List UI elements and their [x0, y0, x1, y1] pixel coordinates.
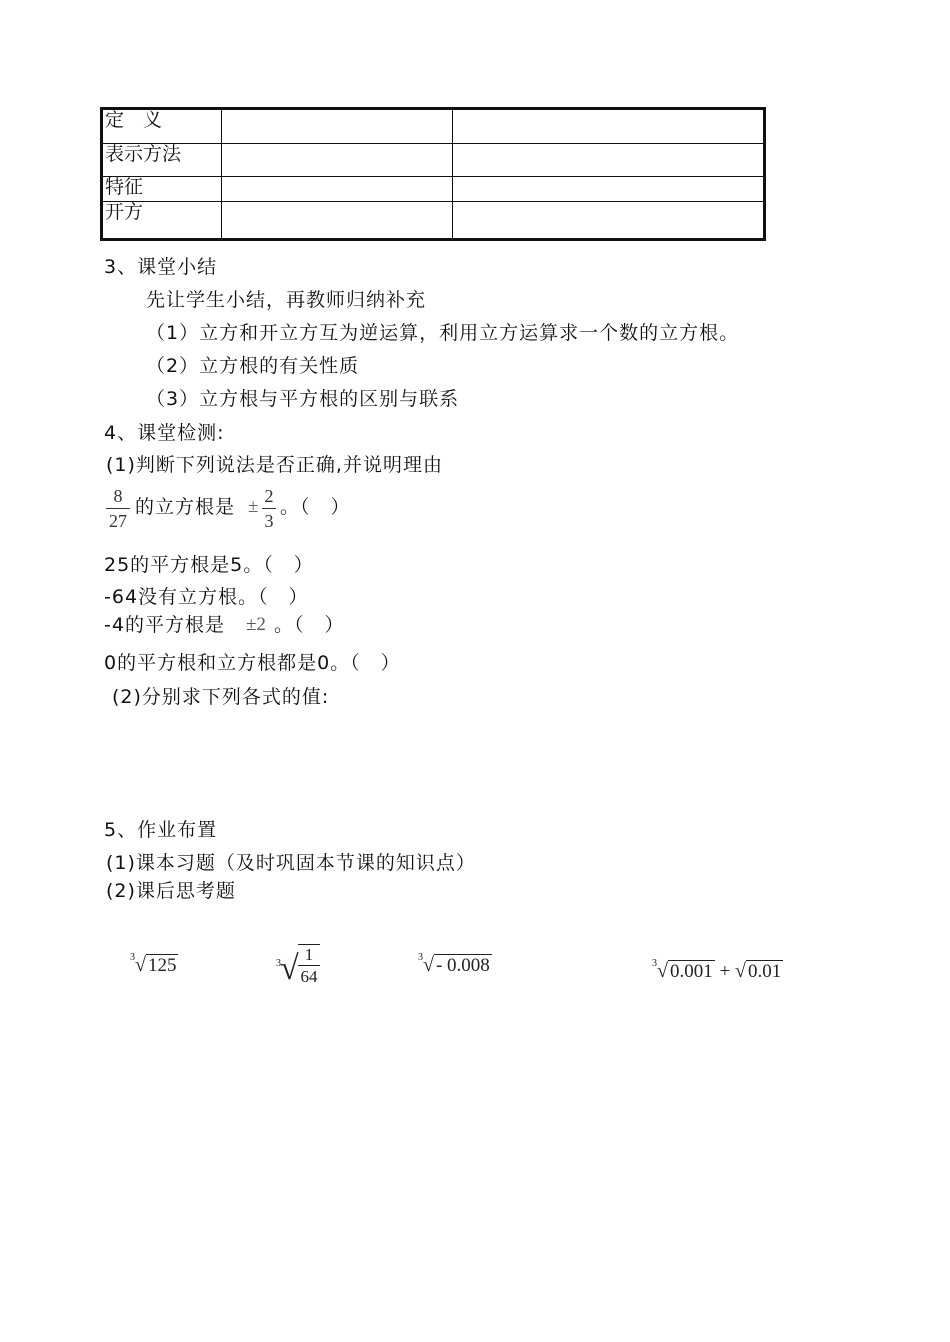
radicand: 0.001: [669, 961, 713, 982]
radicand-fraction: [298, 944, 320, 988]
radicand: 0.01: [747, 961, 782, 982]
plus-minus-sign: ±: [248, 496, 259, 517]
table-cell: [453, 177, 765, 202]
summary-item: （1）立方和开立方互为逆运算，利用立方运算求一个数的立方根。: [146, 322, 740, 344]
table-cell: [453, 109, 765, 144]
q4-tail: 。（ ）: [274, 614, 345, 636]
cube-root-neg-0008: [418, 954, 492, 977]
q2-text: 25的平方根是5。（ ）: [104, 554, 314, 576]
table-cell: [222, 202, 453, 240]
q4-text: -4的平方根是: [104, 614, 225, 636]
root-index: 3: [276, 958, 281, 969]
fraction-numerator: 1: [304, 945, 314, 964]
fraction-denominator: 64: [300, 967, 318, 986]
q3-text: -64没有立方根。（ ）: [104, 586, 309, 608]
test-heading: 4、课堂检测:: [104, 422, 225, 444]
homework-heading: 5、作业布置: [104, 819, 218, 841]
fraction-denominator: 3: [264, 511, 274, 531]
table-cell: [453, 202, 765, 240]
row-label: 特征: [102, 177, 222, 202]
radical-sign-icon: √: [734, 960, 746, 982]
table-row: [102, 109, 765, 144]
summary-item: （2）立方根的有关性质: [146, 355, 360, 377]
root-index: 3: [418, 952, 423, 963]
table-cell: [222, 177, 453, 202]
fraction-numerator: 8: [113, 486, 123, 506]
fraction-8-27: [106, 486, 130, 531]
q1-text: 的立方根是: [135, 496, 236, 518]
radical-sign-icon: √: [657, 960, 668, 982]
test-part1: (1)判断下列说法是否正确,并说明理由: [106, 454, 443, 476]
row-label: 开方: [102, 202, 222, 240]
table-cell: [222, 144, 453, 177]
summary-item: （3）立方根与平方根的区别与联系: [146, 388, 460, 410]
radicand: 125: [147, 955, 177, 976]
radical-sign-icon: √: [280, 950, 299, 987]
fraction-2-3: [262, 486, 276, 531]
root-index: 3: [652, 958, 657, 969]
sum-expression: [652, 960, 783, 983]
fraction-denominator: 27: [109, 511, 127, 531]
homework-item: (1)课本习题（及时巩固本节课的知识点）: [106, 852, 476, 874]
radical-sign-icon: √: [423, 954, 434, 976]
summary-heading: 3、课堂小结: [104, 256, 218, 278]
table-cell: [222, 109, 453, 144]
table-row: [102, 144, 765, 177]
q1-tail: 。（ ）: [280, 496, 351, 518]
homework-item: (2)课后思考题: [106, 880, 236, 902]
radicand: - 0.008: [435, 955, 490, 976]
table-cell: [453, 144, 765, 177]
fraction-bar: [106, 508, 130, 509]
table-row: [102, 202, 765, 240]
summary-intro: 先让学生小结，再教师归纳补充: [146, 289, 427, 311]
fraction-bar: [262, 508, 276, 509]
row-label: 定 义: [102, 109, 222, 144]
table-row: [102, 177, 765, 202]
plus-minus-two: ±2: [246, 614, 266, 635]
fraction-numerator: 2: [264, 486, 274, 506]
q5-text: 0的平方根和立方根都是0。（ ）: [104, 652, 401, 674]
radical-sign-icon: √: [135, 954, 146, 976]
row-label: 表示方法: [102, 144, 222, 177]
plus-sign: +: [719, 961, 731, 982]
test-part2: (2)分别求下列各式的值:: [112, 686, 330, 708]
root-index: 3: [130, 952, 135, 963]
comparison-table: [100, 107, 766, 241]
cube-root-125: [130, 954, 178, 977]
